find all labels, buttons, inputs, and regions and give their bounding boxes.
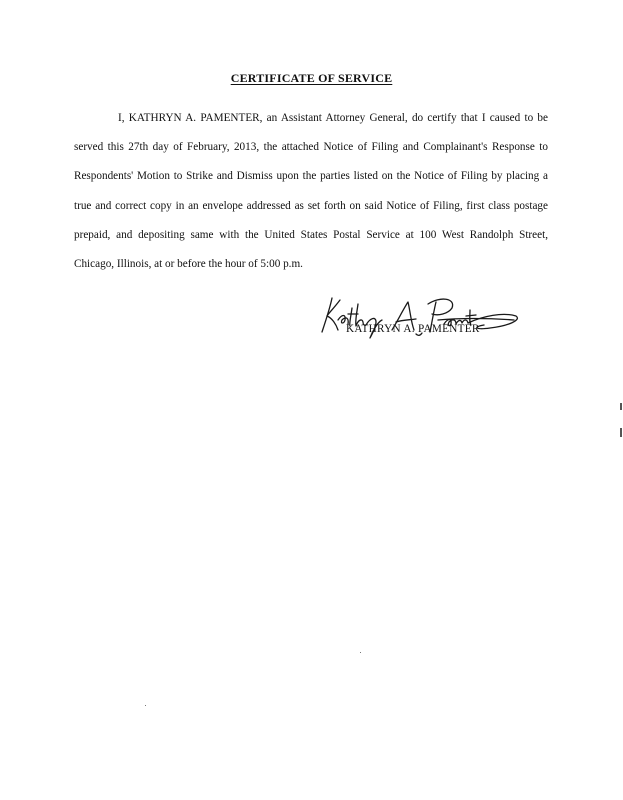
signature-block [318, 290, 528, 350]
scan-speck [360, 652, 361, 653]
scan-edge-mark [620, 403, 622, 410]
document-title: CERTIFICATE OF SERVICE [230, 71, 393, 85]
scan-speck [145, 705, 146, 706]
signer-name: KATHRYN A. PAMENTER [346, 323, 480, 335]
scan-edge-mark [620, 428, 622, 437]
certificate-body: I, KATHRYN A. PAMENTER, an Assistant Attorney General, do certify that I caused to be served this 27th day of February, 2013, the attached Notice of Filing and Complainant's Response to Respondents' Motion to Strike and Dismiss upon the parties listed on the Notice of Filing by placing a true and correct copy in an envelope addressed as set forth on said Notice of Filing, first class postage prepaid, and depositing same with the United States Postal Service at 100 West Randolph Street, Chicago, Illinois, at or before the hour of 5:00 p.m. [74, 112, 548, 271]
